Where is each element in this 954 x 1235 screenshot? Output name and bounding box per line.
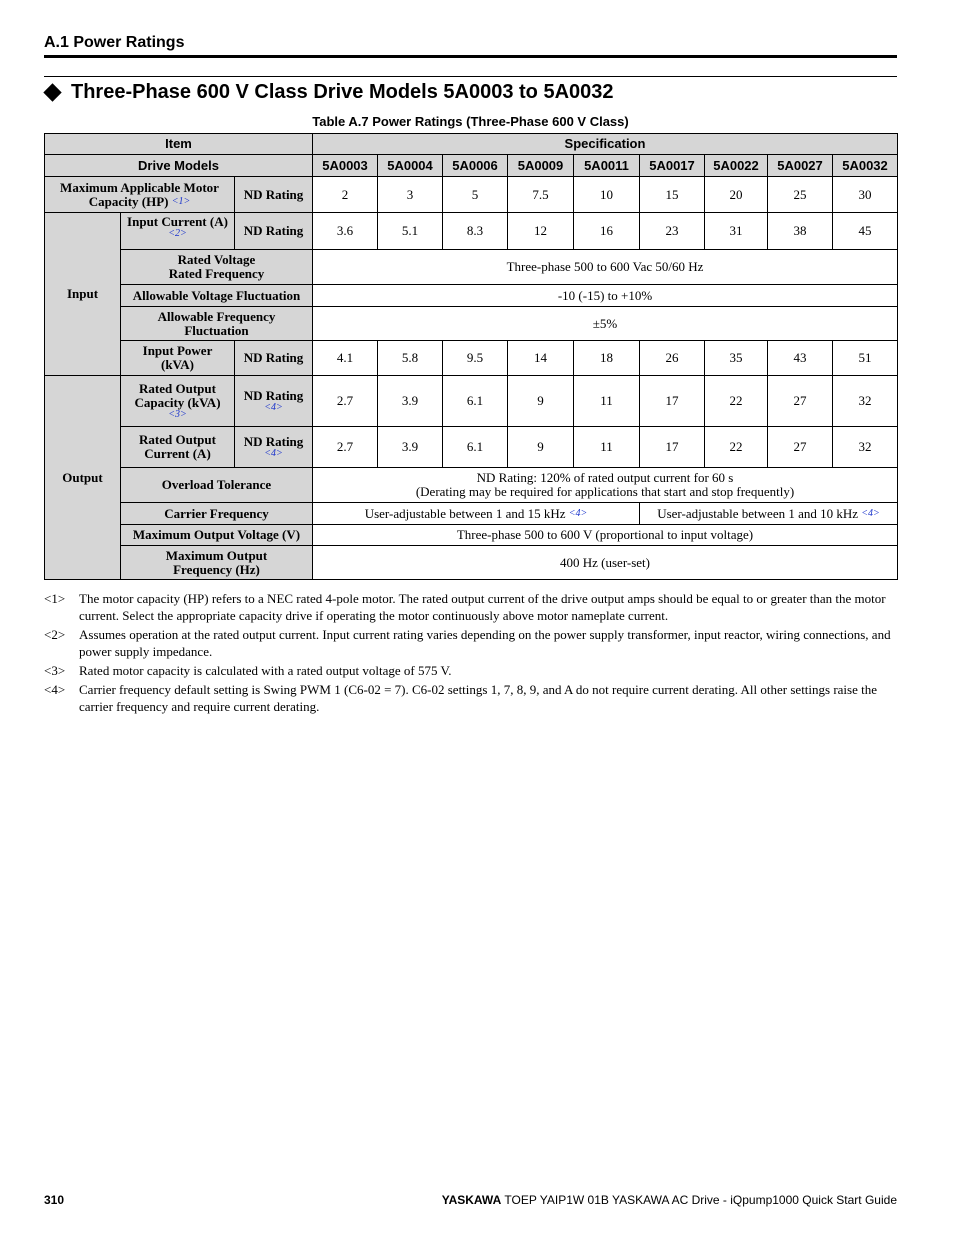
model-header: 5A0027 — [768, 155, 833, 177]
table-cell: 9 — [508, 427, 574, 468]
overload-tolerance-value: ND Rating: 120% of rated output current for 60 s (Derating may be required for applications that start and stop frequently) — [313, 468, 898, 503]
table-cell: 16 — [574, 213, 640, 250]
table-cell: 18 — [574, 341, 640, 376]
section-header: A.1 Power Ratings — [44, 34, 185, 51]
footnote-ref-4[interactable]: <4> — [264, 448, 283, 459]
nd-rating-label: ND Rating <4> — [235, 427, 313, 468]
footnote-ref-4[interactable]: <4> — [861, 507, 880, 519]
table-cell: 45 — [833, 213, 898, 250]
table-cell: 43 — [768, 341, 833, 376]
frequency-fluctuation-label: Allowable Frequency Fluctuation — [121, 307, 313, 341]
table-cell: 2 — [313, 177, 378, 213]
table-cell: 9.5 — [443, 341, 508, 376]
nd-rating-label: ND Rating — [235, 177, 313, 213]
table-cell: 23 — [640, 213, 705, 250]
max-output-voltage-row — [45, 525, 898, 546]
footer-doc-text: TOEP YAIP1W 01B YASKAWA AC Drive - iQpump1000 Quick Start Guide — [501, 1193, 897, 1207]
drive-models-label: Drive Models — [45, 155, 313, 177]
table-cell: 3.9 — [378, 376, 443, 427]
footnote-item — [44, 662, 897, 679]
table-cell: 27 — [768, 427, 833, 468]
model-header: 5A0017 — [640, 155, 705, 177]
input-current-row — [45, 213, 898, 250]
table-cell: 22 — [705, 376, 768, 427]
nd-rating-label: ND Rating — [235, 213, 313, 250]
rated-voltage-row — [45, 250, 898, 285]
footnote-item — [44, 626, 897, 660]
footnote-number: <4> — [44, 682, 66, 697]
page-number: 310 — [44, 1193, 65, 1207]
footnote-number: <3> — [44, 663, 66, 678]
table-cell: 8.3 — [443, 213, 508, 250]
table-cell: 3 — [378, 177, 443, 213]
output-current-row — [45, 427, 898, 468]
table-cell: 6.1 — [443, 427, 508, 468]
footnote-ref-4[interactable]: <4> — [568, 507, 588, 519]
max-motor-capacity-row — [45, 177, 898, 213]
footnote-ref-3[interactable]: <3> — [168, 409, 187, 420]
table-cell: 32 — [833, 376, 898, 427]
footnote-text: Carrier frequency default setting is Swing PWM 1 (C6-02 = 7). C6-02 settings 1, 7, 8, 9, and A do not require current derating. All other settings raise the carrier frequency and require current derating. — [79, 682, 878, 714]
footnotes — [44, 590, 897, 717]
footnote-item — [44, 590, 897, 624]
drive-models-row — [45, 155, 898, 177]
table-cell: 35 — [705, 341, 768, 376]
footer-document-title — [442, 1193, 897, 1207]
table-cell: 11 — [574, 427, 640, 468]
table-cell: 5.1 — [378, 213, 443, 250]
table-caption: Table A.7 Power Ratings (Three-Phase 600 V Class) — [312, 114, 629, 129]
table-cell: 22 — [705, 427, 768, 468]
model-header: 5A0009 — [508, 155, 574, 177]
specification-header: Specification — [313, 134, 898, 155]
frequency-fluctuation-row — [45, 307, 898, 341]
input-group-label: Input — [45, 213, 121, 376]
input-current-label: Input Current (A) <2> — [121, 213, 235, 250]
table-cell: 5 — [443, 177, 508, 213]
footer-brand: YASKAWA — [441, 1193, 502, 1207]
footnote-text: Rated motor capacity is calculated with a rated output voltage of 575 V. — [79, 663, 452, 678]
footnote-item — [44, 681, 897, 715]
table-cell: 6.1 — [443, 376, 508, 427]
table-cell: 15 — [640, 177, 705, 213]
table-cell: 9 — [508, 376, 574, 427]
output-capacity-label: Rated Output Capacity (kVA) <3> — [121, 376, 235, 427]
footnote-ref-4[interactable]: <4> — [264, 402, 283, 413]
table-cell: 2.7 — [313, 376, 378, 427]
table-cell: 10 — [574, 177, 640, 213]
voltage-fluctuation-value: -10 (-15) to +10% — [313, 285, 898, 307]
output-current-label: Rated Output Current (A) — [121, 427, 235, 468]
carrier-frequency-value-a: User-adjustable between 1 and 15 kHz <4> — [313, 503, 640, 525]
table-cell: 2.7 — [313, 427, 378, 468]
output-capacity-row — [45, 376, 898, 427]
table-cell: 7.5 — [508, 177, 574, 213]
model-header: 5A0004 — [378, 155, 443, 177]
table-cell: 26 — [640, 341, 705, 376]
footnote-number: <2> — [44, 627, 66, 642]
footnote-text: Assumes operation at the rated output current. Input current rating varies depending on the power supply transformer, input reactor, wiring connections, and power supply impedance. — [79, 627, 891, 659]
table-cell: 17 — [640, 427, 705, 468]
footnote-ref-1[interactable]: <1> — [171, 195, 191, 207]
header-rule — [44, 55, 897, 58]
max-output-frequency-row — [45, 546, 898, 580]
table-cell: 12 — [508, 213, 574, 250]
diamond-bullet-icon — [43, 83, 61, 101]
model-header: 5A0022 — [705, 155, 768, 177]
max-output-voltage-label: Maximum Output Voltage (V) — [121, 525, 313, 546]
table-cell: 3.9 — [378, 427, 443, 468]
voltage-fluctuation-row — [45, 285, 898, 307]
model-header: 5A0011 — [574, 155, 640, 177]
max-output-voltage-value: Three-phase 500 to 600 V (proportional to input voltage) — [313, 525, 898, 546]
item-header: Item — [45, 134, 313, 155]
rated-voltage-label: Rated Voltage Rated Frequency — [121, 250, 313, 285]
output-group-label: Output — [45, 376, 121, 580]
table-cell: 25 — [768, 177, 833, 213]
table-cell: 30 — [833, 177, 898, 213]
table-cell: 38 — [768, 213, 833, 250]
carrier-frequency-row — [45, 503, 898, 525]
carrier-frequency-value-b: User-adjustable between 1 and 10 kHz <4> — [640, 503, 898, 525]
model-header: 5A0006 — [443, 155, 508, 177]
max-output-frequency-label: Maximum Output Frequency (Hz) — [121, 546, 313, 580]
overload-tolerance-row — [45, 468, 898, 503]
overload-tolerance-label: Overload Tolerance — [121, 468, 313, 503]
frequency-fluctuation-value: ±5% — [313, 307, 898, 341]
nd-rating-label: ND Rating — [235, 341, 313, 376]
carrier-frequency-label: Carrier Frequency — [121, 503, 313, 525]
table-cell: 4.1 — [313, 341, 378, 376]
table-cell: 51 — [833, 341, 898, 376]
table-cell: 17 — [640, 376, 705, 427]
table-cell: 3.6 — [313, 213, 378, 250]
input-power-row — [45, 341, 898, 376]
section-heading — [44, 81, 614, 104]
table-cell: 14 — [508, 341, 574, 376]
footnote-text: The motor capacity (HP) refers to a NEC rated 4-pole motor. The rated output current of the drive output amps should be equal to or greater than the motor current. Select the appropriate capacity drive if operating the motor continuously above motor nameplate current. — [79, 591, 886, 623]
max-output-frequency-value: 400 Hz (user-set) — [313, 546, 898, 580]
table-cell: 11 — [574, 376, 640, 427]
table-cell: 31 — [705, 213, 768, 250]
rated-voltage-value: Three-phase 500 to 600 Vac 50/60 Hz — [313, 250, 898, 285]
model-header: 5A0003 — [313, 155, 378, 177]
nd-rating-label: ND Rating <4> — [235, 376, 313, 427]
table-cell: 32 — [833, 427, 898, 468]
section-heading-text: Three-Phase 600 V Class Drive Models 5A0003 to 5A0032 — [71, 81, 614, 103]
input-power-label: Input Power (kVA) — [121, 341, 235, 376]
header-divider — [44, 76, 897, 77]
footnote-ref-2[interactable]: <2> — [168, 228, 187, 239]
table-cell: 27 — [768, 376, 833, 427]
voltage-fluctuation-label: Allowable Voltage Fluctuation — [121, 285, 313, 307]
table-cell: 5.8 — [378, 341, 443, 376]
power-ratings-table — [44, 133, 898, 580]
table-cell: 20 — [705, 177, 768, 213]
footnote-number: <1> — [44, 591, 66, 606]
model-header: 5A0032 — [833, 155, 898, 177]
max-motor-capacity-label: Maximum Applicable Motor Capacity (HP) <1> — [45, 177, 235, 213]
